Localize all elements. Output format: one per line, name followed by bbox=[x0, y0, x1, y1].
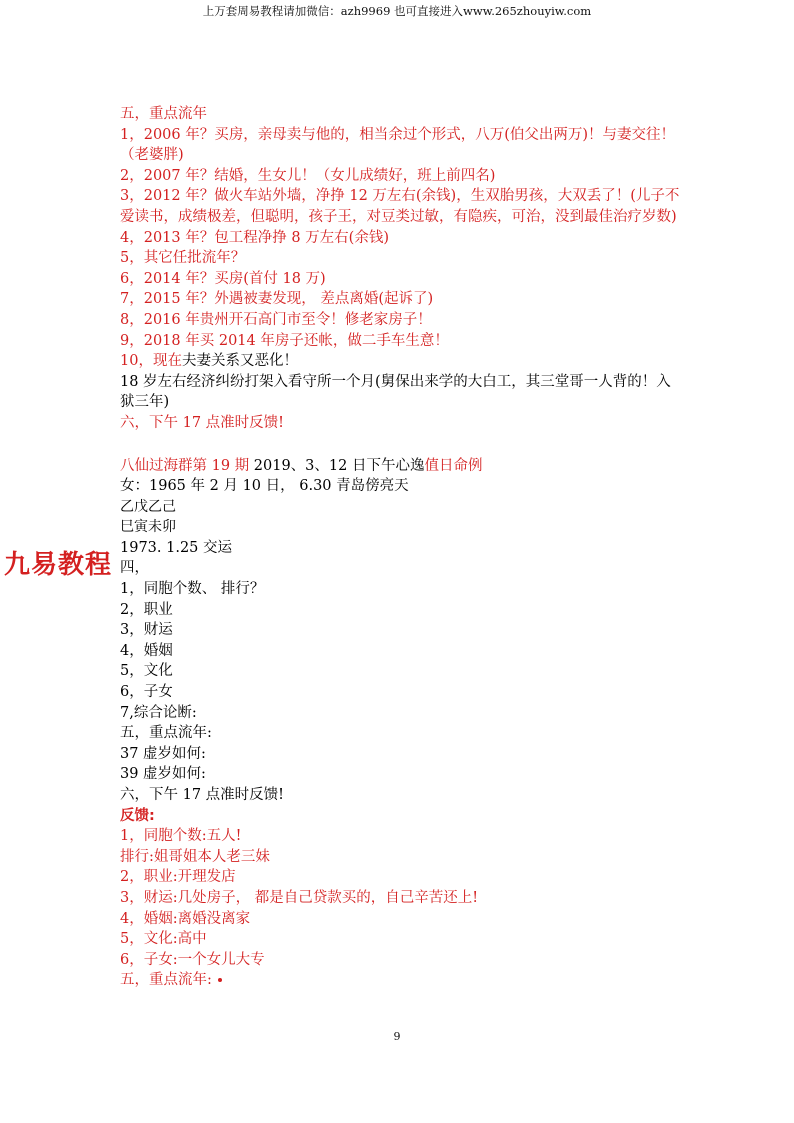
question-item: 6，子女 bbox=[120, 684, 173, 701]
watermark-logo: 九易教程 bbox=[4, 544, 112, 581]
question-item: 7,综合论断: bbox=[120, 704, 197, 721]
case-title-tag: 值日命例 bbox=[424, 457, 483, 474]
list-item: 2，2007 年？结婚，生女儿！（女儿成绩好，班上前四名) bbox=[120, 167, 496, 184]
note-paragraph: 18 岁左右经济纠纷打架入看守所一个月(舅保出来学的大白工，其三堂哥一人背的！入狱三年) bbox=[120, 373, 671, 411]
question-item: 1，同胞个数、 排行？ bbox=[120, 581, 265, 598]
item-text: 夫妻关系又恶化！ bbox=[181, 353, 298, 370]
section-heading: 五，重点流年 bbox=[120, 106, 207, 122]
case-title-group: 八仙过海群第 19 期 bbox=[120, 457, 250, 474]
feedback-item: 6，子女:一个女儿大专 bbox=[120, 951, 265, 968]
feedback-item: 5，文化:高中 bbox=[120, 931, 207, 948]
page-header: 上万套周易教程请加微信：azh9969 也可直接进入www.265zhouyiw.com bbox=[202, 4, 592, 18]
birth-info: 女：1965 年 2 月 10 日， 6.30 青岛傍亮天 bbox=[120, 478, 409, 495]
bazi-branches: 巳寅未卯 bbox=[120, 519, 176, 536]
feedback-item-text: 五，重点流年: bbox=[120, 972, 212, 989]
list-item bbox=[120, 351, 680, 372]
feedback-label: 反馈: bbox=[120, 807, 155, 824]
document-body bbox=[120, 104, 680, 991]
feedback-item: 1，同胞个数:五人! bbox=[120, 828, 242, 845]
question-item: 4，婚姻 bbox=[120, 642, 173, 659]
question-item: 39 虚岁如何: bbox=[120, 766, 206, 783]
case-title bbox=[120, 456, 680, 477]
feedback-item bbox=[120, 970, 680, 991]
list-item: 5，其它任批流年？ bbox=[120, 250, 246, 267]
list-item: 3，2012 年？做火车站外墙，净挣 12 万左右(余钱)，生双胎男孩，大双丢了！(儿子不爱读书，成绩极差，但聪明，孩子王，对豆类过敏，有隐疾，可治，没到最佳治疗岁数) bbox=[120, 188, 680, 225]
question-item: 5，文化 bbox=[120, 663, 173, 680]
bazi-stems: 乙戊乙己 bbox=[120, 498, 176, 515]
page-number: 9 bbox=[393, 1030, 401, 1043]
list-item: 9，2018 年买 2014 年房子还帐，做二手车生意！ bbox=[120, 332, 449, 349]
feedback-time: 六，下午 17 点准时反馈! bbox=[120, 414, 284, 431]
feedback-item: 2，职业:开理发店 bbox=[120, 869, 236, 886]
question-item: 37 虚岁如何: bbox=[120, 745, 206, 762]
list-item: 7，2015 年？外遇被妻发现， 差点离婚(起诉了) bbox=[120, 291, 434, 308]
item-number: 10，现在 bbox=[120, 353, 182, 370]
spacer bbox=[120, 434, 680, 456]
question-item: 3，财运 bbox=[120, 622, 173, 639]
list-item: 1，2006 年？买房，亲母卖与他的，相当余过个形式，八万(伯父出两万)！与妻交往！（老婆胖) bbox=[120, 126, 676, 164]
list-item: 4，2013 年？包工程净挣 8 万左右(余钱) bbox=[120, 229, 389, 246]
list-item: 6，2014 年？买房(首付 18 万) bbox=[120, 270, 326, 287]
feedback-item: 排行:姐哥姐本人老三妹 bbox=[120, 848, 270, 865]
feedback-item: 4，婚姻:离婚没离家 bbox=[120, 910, 251, 927]
bullet-dot-icon bbox=[218, 978, 222, 982]
question-item: 六，下午 17 点准时反馈! bbox=[120, 787, 284, 803]
section-four: 四， bbox=[120, 560, 149, 577]
feedback-item: 3，财运:几处房子， 都是自己贷款买的，自己辛苦还上! bbox=[120, 889, 479, 906]
question-item: 2，职业 bbox=[120, 601, 173, 618]
luck-start: 1973. 1.25 交运 bbox=[120, 539, 233, 556]
question-item: 五，重点流年: bbox=[120, 725, 212, 742]
list-item: 8，2016 年贵州开石高门市至令！修老家房子！ bbox=[120, 311, 432, 328]
case-title-date: 2019、3、12 日下午心逸 bbox=[249, 457, 425, 474]
